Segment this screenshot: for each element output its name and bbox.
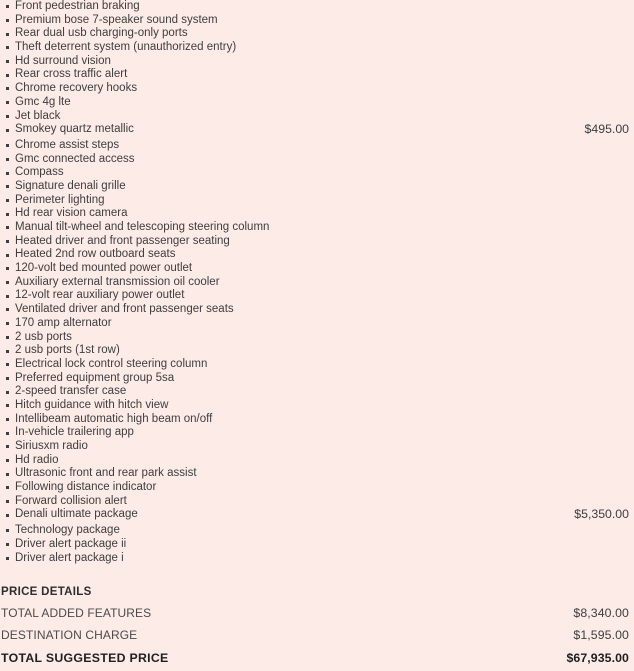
feature-label: 120-volt bed mounted power outlet [15,262,193,275]
feature-label: Premium bose 7-speaker sound system [15,13,218,26]
feature-item [0,82,634,96]
feature-item [0,385,634,399]
feature-label: Hd surround vision [15,54,111,67]
feature-label: Siriusxm radio [15,440,88,452]
price-detail-label: TOTAL ADDED FEATURES [1,606,152,621]
bullet-icon [6,350,9,353]
bullet-icon [6,185,9,188]
feature-label: Signature denali grille [15,179,126,192]
bullet-icon [6,19,9,22]
feature-label: 170 amp alternator [15,316,112,329]
bullet-icon [6,445,9,448]
bullet-icon [6,33,9,36]
feature-label: Heated driver and front passenger seating [15,234,230,247]
feature-label: 2 usb ports [15,330,72,343]
feature-item [0,317,634,331]
feature-label: Rear cross traffic alert [15,68,128,81]
bullet-icon [6,322,9,325]
bullet-icon [6,74,9,77]
bullet-icon [6,486,9,489]
feature-item [0,123,634,137]
feature-label: Hd radio [15,453,59,466]
feature-item [0,481,634,495]
bullet-icon [6,514,9,517]
bullet-icon [6,254,9,257]
feature-label: Front pedestrian braking [15,0,140,12]
price-detail-value: $8,340.00 [573,606,629,621]
price-detail-row [1,646,634,669]
feature-item [0,508,634,522]
price-details-heading: PRICE DETAILS [1,585,92,598]
feature-item [0,344,634,358]
bullet-icon [6,240,9,243]
feature-label: Electrical lock control steering column [15,357,208,370]
feature-item [0,0,634,14]
feature-label: Auxiliary external transmission oil cooler [15,275,220,288]
feature-label: Hd rear vision camera [15,207,128,220]
bullet-icon [6,172,9,175]
bullet-icon [6,418,9,421]
feature-item [0,27,634,41]
bullet-icon [6,543,9,546]
bullet-icon [6,144,9,147]
bullet-icon [6,432,9,435]
feature-item [0,14,634,28]
bullet-icon [6,391,9,394]
feature-label: Driver alert package i [15,551,124,564]
feature-item [0,153,634,167]
feature-item [0,55,634,69]
feature-label: Hitch guidance with hitch view [15,398,169,411]
feature-label: Intellibeam automatic high beam on/off [15,412,213,425]
bullet-icon [6,281,9,284]
bullet-icon [6,404,9,407]
bullet-icon [6,295,9,298]
bullet-icon [6,377,9,380]
feature-item [0,440,634,454]
feature-item [0,262,634,276]
feature-item [0,289,634,303]
feature-label: Gmc 4g lte [15,95,71,108]
feature-label: Following distance indicator [15,481,157,494]
bullet-icon [6,115,9,118]
feature-item [0,235,634,249]
feature-item [0,166,634,180]
feature-label: Chrome assist steps [15,138,120,151]
feature-item [0,413,634,427]
price-details-rows [1,602,634,669]
feature-item [0,331,634,345]
feature-item [0,358,634,372]
bullet-icon [6,529,9,532]
bullet-icon [6,500,9,503]
feature-item [0,194,634,208]
feature-item [0,372,634,386]
feature-label: Preferred equipment group 5sa [15,371,175,384]
feature-label: Theft deterrent system (unauthorized entry) [15,41,237,54]
price-details-section [0,581,634,669]
feature-item [0,110,634,124]
feature-item [0,399,634,413]
bullet-icon [6,473,9,476]
feature-label: Perimeter lighting [15,193,105,206]
feature-label: Denali ultimate package [15,508,138,521]
feature-label: Heated 2nd row outboard seats [15,248,176,261]
bullet-icon [6,557,9,560]
feature-item [0,248,634,262]
bullet-icon [6,267,9,270]
bullet-icon [6,213,9,216]
feature-label: Ultrasonic front and rear park assist [15,467,197,480]
bullet-icon [6,5,9,8]
feature-label: Manual tilt-wheel and telescoping steering column [15,221,270,233]
feature-label: 12-volt rear auxiliary power outlet [15,289,185,302]
bullet-icon [6,129,9,132]
feature-item [0,467,634,481]
price-detail-row [1,602,634,624]
feature-label: Technology package [15,524,120,537]
price-detail-value: $67,935.00 [566,650,629,665]
feature-item [0,207,634,221]
feature-label: Gmc connected access [15,152,135,165]
feature-item [0,41,634,55]
feature-item [0,68,634,82]
bullet-icon [6,308,9,311]
feature-item [0,495,634,509]
feature-label: Jet black [15,109,61,122]
price-detail-label: TOTAL SUGGESTED PRICE [1,650,169,665]
feature-item [0,552,634,566]
feature-label: Chrome recovery hooks [15,82,138,95]
feature-price: $5,350.00 [574,507,629,522]
feature-item [0,524,634,538]
price-detail-label: DESTINATION CHARGE [1,628,138,643]
feature-item [0,303,634,317]
feature-item [0,221,634,235]
price-detail-row [1,624,634,646]
bullet-icon [6,363,9,366]
feature-label: Forward collision alert [15,494,127,507]
bullet-icon [6,158,9,161]
bullet-icon [6,226,9,229]
bullet-icon [6,336,9,339]
bullet-icon [6,199,9,202]
feature-item [0,276,634,290]
feature-label: Smokey quartz metallic [15,123,134,136]
price-detail-value: $1,595.00 [573,628,629,643]
feature-item [0,454,634,468]
bullet-icon [6,459,9,462]
feature-item [0,538,634,552]
bullet-icon [6,101,9,104]
feature-label: Ventilated driver and front passenger seats [15,303,234,316]
feature-label: Driver alert package ii [15,537,127,550]
feature-label: 2 usb ports (1st row) [15,344,120,357]
feature-item [0,139,634,153]
feature-label: In-vehicle trailering app [15,426,134,439]
bullet-icon [6,87,9,90]
bullet-icon [6,60,9,63]
bullet-icon [6,46,9,49]
feature-label: Compass [15,166,64,179]
feature-item [0,96,634,110]
feature-price: $495.00 [584,122,629,137]
feature-label: 2-speed transfer case [15,385,127,398]
feature-item [0,426,634,440]
feature-label: Rear dual usb charging-only ports [15,27,188,40]
feature-item [0,180,634,194]
